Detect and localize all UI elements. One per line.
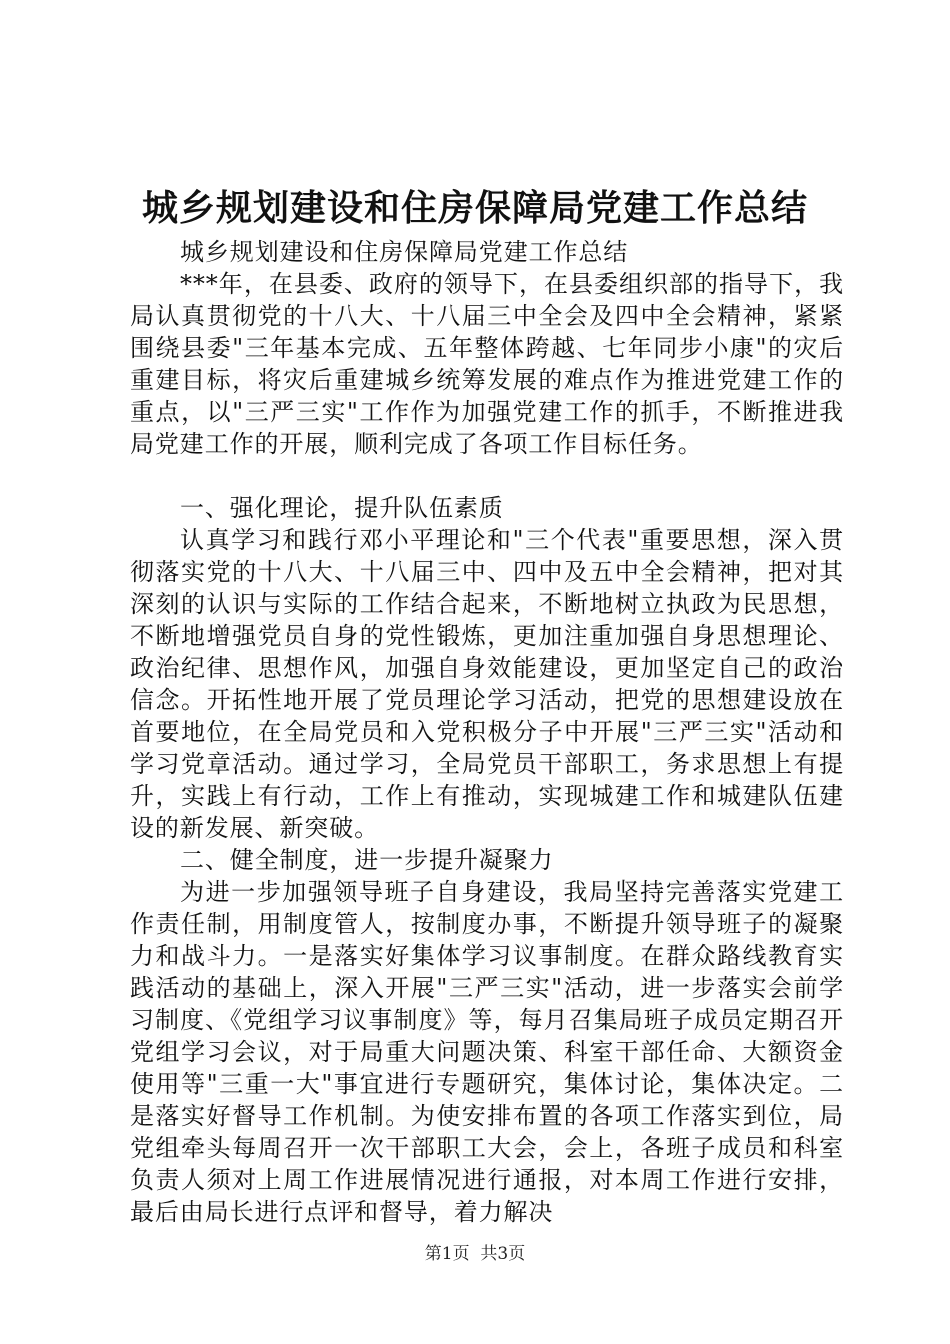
intro-paragraph: ***年，在县委、政府的领导下，在县委组织部的指导下，我局认真贯彻党的十八大、十八届三中全会及四中全会精神，紧紧围绕县委"三年基本完成、五年整体跨越、七年同步小康"的灾后重建目标，将灾后重建城乡统筹发展的难点作为推进党建工作的重点，以"三严三实"工作作为加强党建工作的抓手，不断推进我局党建工作的开展，顺利完成了各项工作目标任务。: [130, 270, 844, 458]
page-number-label: 第1页 共3页: [424, 1244, 526, 1264]
section-body-1: 认真学习和践行邓小平理论和"三个代表"重要思想，深入贯彻落实党的十八大、十八届三中、四中及五中全会精神，把对其深刻的认识与实际的工作结合起来，不断地树立执政为民思想，不断地增强党员自身的党性锻炼，更加注重加强自身思想理论、政治纪律、思想作风，加强自身效能建设，更加坚定自己的政治信念。开拓性地开展了党员理论学习活动，把党的思想建设放在首要地位，在全局党员和入党积极分子中开展"三严三实"活动和学习党章活动。通过学习，全局党员干部职工，务求思想上有提升，实践上有行动，工作上有推动，实现城建工作和城建队伍建设的新发展、新突破。: [130, 526, 844, 842]
section-body-2: 为进一步加强领导班子自身建设，我局坚持完善落实党建工作责任制，用制度管人，按制度办事，不断提升领导班子的凝聚力和战斗力。一是落实好集体学习议事制度。在群众路线教育实践活动的基础上，深入开展"三严三实"活动，进一步落实会前学习制度、《党组学习议事制度》等，每月召集局班子成员定期召开党组学习会议，对于局重大问题决策、科室干部任命、大额资金使用等"三重一大"事宜进行专题研究，集体讨论，集体决定。二是落实好督导工作机制。为使安排布置的各项工作落实到位，局党组牵头每周召开一次干部职工大会，会上，各班子成员和科室负责人须对上周工作进展情况进行通报，对本周工作进行安排，最后由局长进行点评和督导，着力解决: [130, 878, 844, 1226]
document-body: [130, 236, 844, 1228]
section-heading-2: 二、健全制度，进一步提升凝聚力: [180, 846, 554, 874]
page-footer: [0, 1243, 950, 1265]
document-title: 城乡规划建设和住房保障局党建工作总结: [141, 188, 808, 229]
section-heading-1: 一、强化理论，提升队伍素质: [180, 494, 504, 522]
subtitle-paragraph: 城乡规划建设和住房保障局党建工作总结: [180, 238, 629, 266]
